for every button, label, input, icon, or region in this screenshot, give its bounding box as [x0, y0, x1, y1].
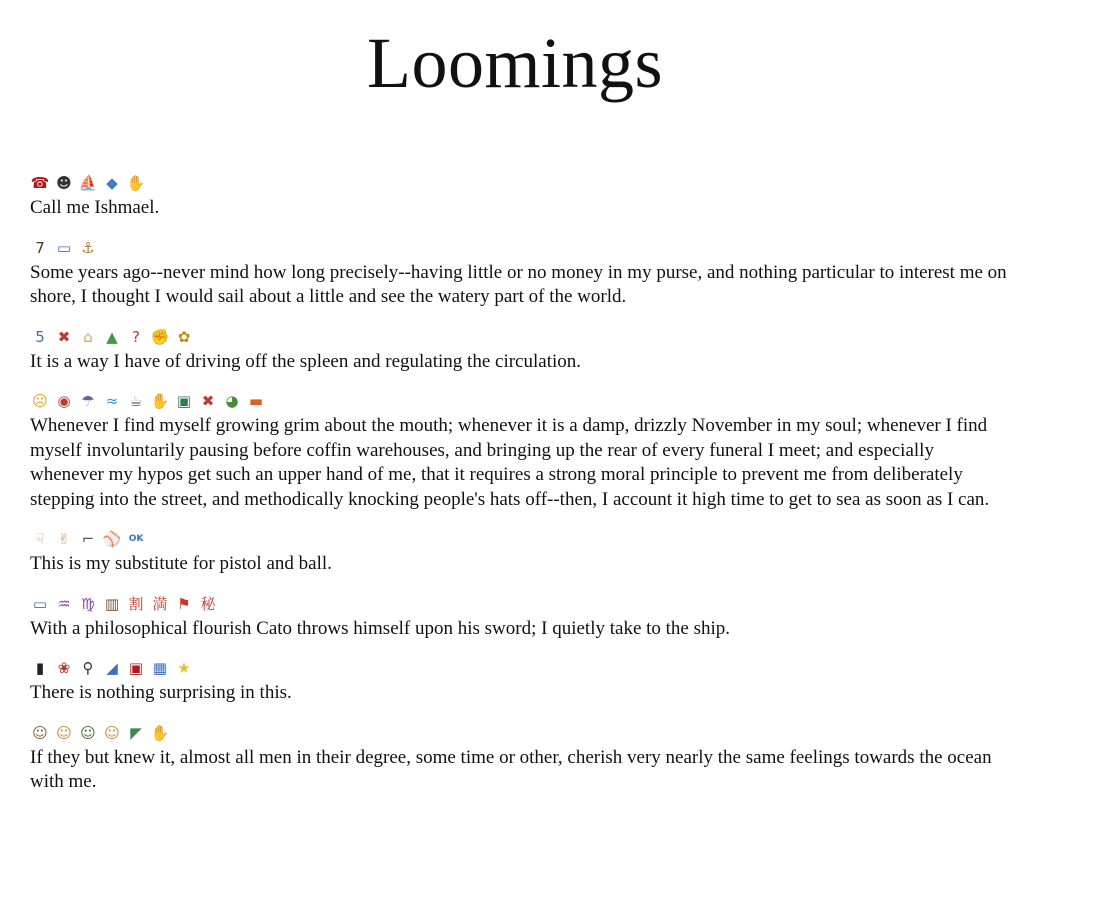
- pointing-down-icon: ☟: [35, 530, 45, 548]
- emoji-row: [30, 237, 1010, 259]
- emoji-row: [30, 593, 1010, 615]
- bicycle-icon: ⚲: [82, 659, 94, 677]
- sailboat-icon: ⛵: [78, 174, 98, 192]
- entry: [30, 237, 1010, 310]
- entry: [30, 172, 1010, 221]
- entry-text: With a philosophical flourish Cato throws himself upon his sword; I quietly take to the ship.: [30, 617, 731, 639]
- entry-text: If they but knew it, almost all men in their degree, some time or other, cherish very nearly the same feelings towards the ocean with me.: [30, 746, 992, 792]
- night-sky-icon: ★: [177, 659, 191, 677]
- number-five-icon: 5: [35, 327, 45, 346]
- sunset-icon: ▬: [248, 392, 264, 410]
- emoji-row: [30, 326, 1010, 348]
- baseball-icon: ⚾: [102, 530, 122, 548]
- thumbs-up-icon: ✌: [57, 530, 71, 548]
- ok-hand-icon: ✋: [126, 174, 146, 192]
- stadium-icon: ▣: [176, 392, 192, 410]
- guard-face-icon: ☺: [80, 723, 96, 742]
- boat-icon: ⚓: [81, 238, 95, 257]
- page-title: Loomings: [366, 23, 663, 103]
- man-face-icon: ☻: [56, 174, 72, 192]
- nose-icon: ⌂: [83, 327, 93, 346]
- turtle-icon: ◕: [225, 392, 239, 410]
- chart-icon: ▲: [106, 327, 118, 346]
- lips-icon: ◉: [57, 392, 71, 410]
- frowning-face-icon: ☹: [32, 392, 48, 410]
- aquarius-icon: ♒: [57, 594, 71, 613]
- raised-hand-icon: ✋: [150, 392, 170, 410]
- sunflower-icon: ✿: [177, 327, 191, 346]
- emoji-row: [30, 657, 1010, 679]
- old-man-face-icon: ☺: [104, 723, 120, 742]
- pistol-icon: ⌐: [81, 530, 95, 548]
- sweat-drops-icon: ≈: [105, 392, 119, 410]
- telephone-icon: ☎: [30, 174, 50, 192]
- luggage-icon: ▮: [35, 659, 45, 677]
- emoji-row: [30, 722, 1010, 744]
- entry: [30, 326, 1010, 375]
- ok-button-icon: OK: [128, 534, 144, 544]
- entry-text: Some years ago--never mind how long precisely--having little or no money in my purse, and nothing particular to interest me on shore, I thought I would sail about a little and see the watery part of the world.: [30, 261, 1007, 307]
- coffee-icon: ☕: [129, 392, 143, 410]
- emoji-row: [30, 528, 1010, 550]
- virgo-icon: ♍: [81, 594, 95, 613]
- slot-machine-icon: 7: [35, 238, 45, 257]
- full-sign-icon: 満: [152, 594, 168, 613]
- emoji-row: [30, 390, 1010, 412]
- entry-text: There is nothing surprising in this.: [30, 682, 292, 703]
- entry: [30, 593, 1010, 642]
- capricorn-sign-icon: ▭: [56, 238, 72, 257]
- discount-sign-icon: 割: [128, 594, 144, 613]
- entry-text: Call me Ishmael.: [30, 197, 160, 218]
- cross-mark-icon: ✖: [201, 392, 215, 410]
- picture-icon: ▦: [152, 659, 168, 677]
- entry: [30, 528, 1010, 577]
- mailbox-icon: ▣: [128, 659, 144, 677]
- clapping-hands-icon: ✋: [150, 723, 170, 742]
- entry-text: This is my substitute for pistol and ball.: [30, 553, 332, 574]
- man-face-icon: ☺: [56, 723, 72, 742]
- question-mark-icon: ?: [132, 327, 140, 346]
- ski-icon: ◢: [106, 659, 118, 677]
- cross-mark-icon: ✖: [57, 327, 71, 346]
- flexed-bicep-icon: ✊: [150, 327, 170, 346]
- emoji-row: [30, 172, 1010, 194]
- entry-text: Whenever I find myself growing grim about the mouth; whenever it is a damp, drizzly November in my soul; whenever I find myself involuntarily pausing before coffin warehouses, and bringing up the rear of every funeral I meet; and especially whenever my hypos get such an upper hand of me, that it requires a strong moral principle to prevent me from deliberately stepping into the street, and methodically knocking people's hats off--then, I account it high time to get to sea as soon as I can.: [30, 415, 990, 510]
- secret-sign-icon: 秘: [200, 594, 216, 613]
- entry-text: It is a way I have of driving off the spleen and regulating the circulation.: [30, 350, 581, 372]
- boy-face-icon: ☺: [32, 723, 48, 742]
- bouquet-icon: ❀: [57, 659, 71, 677]
- office-building-icon: ▥: [104, 594, 120, 613]
- umbrella-rain-icon: ☂: [81, 392, 95, 410]
- entry: [30, 657, 1010, 706]
- lipstick-icon: ⚑: [177, 594, 191, 613]
- capricorn-sign-icon: ▭: [32, 594, 48, 613]
- entries-list: [30, 172, 1010, 811]
- entry: [30, 722, 1010, 795]
- entry: [30, 390, 1010, 512]
- whale-icon: ◆: [106, 174, 118, 192]
- surfer-icon: ◤: [130, 723, 142, 742]
